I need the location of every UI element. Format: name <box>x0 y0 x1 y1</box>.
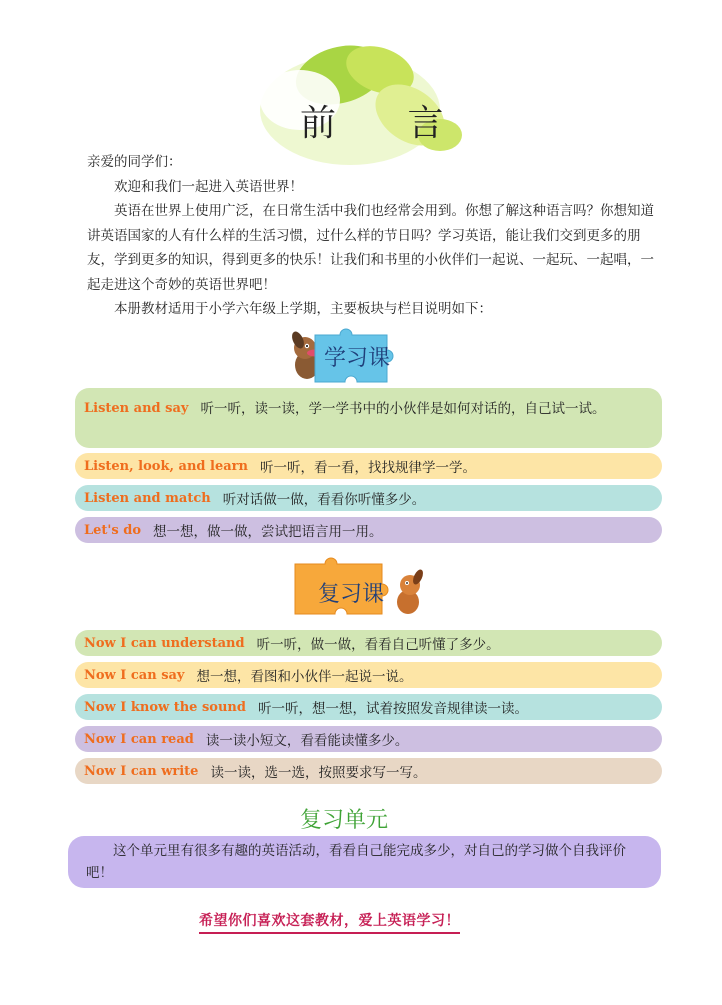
intro-text <box>87 150 662 322</box>
learn-item-listen-and-match <box>75 485 662 511</box>
item-description: 读一读小短文，看看能读懂多少。 <box>205 733 409 749</box>
item-description: 读一读，选一选，按照要求写一写。 <box>210 765 427 781</box>
learn-section-label: 学习课 <box>324 346 391 371</box>
item-description: 听一听，想一想，试着按照发音规律读一读。 <box>257 701 528 717</box>
intro-paragraph-2: 英语在世界上使用广泛，在日常生活中我们也经常会用到。你想了解这种语言吗？你想知道讲英语国家的人有什么样的生活习惯，过什么样的节日吗？学习英语，能让我们交到更多的朋友，学到更多的知识，得到更多的快乐！让我们和书里的小伙伴们一起说、一起玩、一起唱，一起走进这个奇妙的英语世界吧！ <box>87 203 654 293</box>
review-unit-box <box>68 836 661 888</box>
item-en-label: Listen and say <box>84 401 189 416</box>
item-en-label: Now I can say <box>84 667 185 683</box>
item-description: 听一听，做一做，看看自己听懂了多少。 <box>256 637 500 653</box>
review-item-sound <box>75 694 662 720</box>
item-en-label: Listen and match <box>84 490 211 506</box>
item-description: 听对话做一做，看看你听懂多少。 <box>222 492 426 508</box>
review-unit-title: 复习单元 <box>300 808 389 833</box>
review-item-say <box>75 662 662 688</box>
learn-item-lets-do <box>75 517 662 543</box>
review-unit-text: 这个单元里有很多有趣的英语活动，看看自己能完成多少，对自己的学习做个自我评价吧！ <box>86 843 626 881</box>
intro-paragraph-1: 欢迎和我们一起进入英语世界！ <box>114 178 303 195</box>
item-en-label: Now I know the sound <box>84 699 246 715</box>
closing-message: 希望你们喜欢这套教材，爱上英语学习！ <box>199 910 460 934</box>
item-en-label: Listen, look, and learn <box>84 458 248 474</box>
item-en-label: Now I can read <box>84 731 194 747</box>
learn-item-listen-look-learn <box>75 453 662 479</box>
item-description: 想一想，看图和小伙伴一起说一说。 <box>196 669 413 685</box>
greeting: 亲爱的同学们： <box>87 154 182 170</box>
review-item-read <box>75 726 662 752</box>
item-en-label: Let's do <box>84 522 142 538</box>
learn-item-listen-and-say <box>75 388 662 448</box>
review-item-understand <box>75 630 662 656</box>
page-title: 前 言 <box>300 103 474 144</box>
item-description: 听一听，看一看，找找规律学一学。 <box>259 460 476 476</box>
item-en-label: Now I can write <box>84 763 199 779</box>
item-description: 听一听，读一读，学一学书中的小伙伴是如何对话的，自己试一试。 <box>200 401 606 417</box>
review-item-write <box>75 758 662 784</box>
item-description: 想一想，做一做，尝试把语言用一用。 <box>153 524 383 540</box>
review-section-label: 复习课 <box>318 582 385 607</box>
item-en-label: Now I can understand <box>84 635 245 651</box>
intro-paragraph-3: 本册教材适用于小学六年级上学期，主要板块与栏目说明如下： <box>114 301 492 317</box>
